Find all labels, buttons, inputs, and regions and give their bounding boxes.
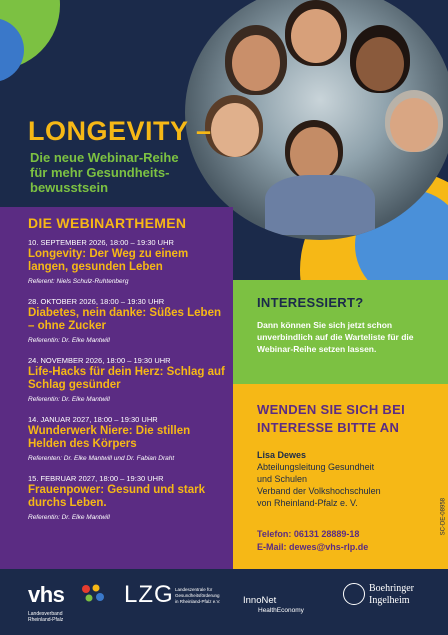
event-item [28, 474, 233, 521]
contact-role-line: und Schulen [257, 474, 308, 484]
boehringer-line: Ingelheim [369, 595, 410, 606]
person-face [291, 9, 341, 63]
person-face [356, 37, 404, 91]
vhs-logo-icon [80, 583, 106, 605]
subtitle-line: für mehr Gesundheits- [30, 165, 170, 180]
contact-heading-line: INTERESSE BITTE AN [257, 420, 400, 435]
program-heading: DIE WEBINARTHEMEN [28, 215, 187, 231]
vhs-logo-text: vhs [28, 582, 65, 607]
interest-heading: INTERESSIERT? [257, 295, 364, 310]
event-speaker: Referent: Niels Schulz-Ruhtenberg [28, 278, 129, 285]
event-title: Longevity: Der Weg zu einem langen, gesunden Leben [28, 248, 189, 273]
vhs-sub-line: Landesverband [28, 611, 63, 617]
event-item [28, 238, 233, 285]
event-title: Frauenpower: Gesund und stark durchs Leben. [28, 484, 205, 509]
event-date: 14. JANUAR 2027, 18:00 – 19:30 UHR [28, 415, 158, 424]
interest-text: Dann können Sie sich jetzt schon unverbindlich auf die Warteliste für die Webinar-Reihe setzen lassen. [257, 320, 414, 354]
event-date: 15. FEBRUAR 2027, 18:00 – 19:30 UHR [28, 474, 164, 483]
boehringer-logo-icon [343, 583, 365, 605]
subtitle [30, 150, 210, 195]
boehringer-line: Boehringer [369, 583, 414, 594]
event-speaker: Referentin: Dr. Elke Mantwill [28, 514, 110, 521]
contact-role-line: Abteilungsleitung Gesundheit [257, 462, 375, 472]
vhs-sub-line: Rheinland-Pfalz [28, 617, 64, 623]
lzg-logo-subtitle [175, 587, 235, 605]
boehringer-logo-text [369, 583, 414, 607]
person-face [290, 127, 338, 181]
innonet-logo-text: InnoNet [243, 595, 277, 606]
innonet-logo-subtitle: HealthEconomy [258, 607, 304, 614]
event-item [28, 356, 233, 403]
subtitle-line: bewusstsein [30, 180, 109, 195]
contact-email-link[interactable]: E-Mail: dewes@vhs-rlp.de [257, 542, 369, 552]
lzg-sub-line: Landeszentrale für [175, 587, 213, 592]
page-title: LONGEVITY – [28, 116, 212, 146]
event-title: Life-Hacks für dein Herz: Schlag auf Schlag gesünder [28, 366, 225, 391]
event-title: Wunderwerk Niere: Die stillen Helden des Körpers [28, 425, 191, 450]
event-speaker: Referentin: Dr. Elke Mantwill [28, 396, 110, 403]
contact-name: Lisa Dewes [257, 450, 307, 460]
interest-box [233, 280, 448, 384]
event-item [28, 415, 233, 462]
contact-phone[interactable]: Telefon: 06131 28889-18 [257, 529, 360, 539]
lzg-sub-line: Gesundheitsförderung [175, 593, 220, 598]
document-code: SC-DE-08958 [440, 498, 446, 536]
lzg-logo-text: LZG [124, 581, 174, 608]
vhs-logo-subtitle [28, 611, 63, 623]
contact-heading [257, 401, 434, 437]
person-face [232, 35, 280, 91]
contact-role-line: Verband der Volkshochschulen [257, 486, 381, 496]
contact-box [233, 384, 448, 569]
person-face [390, 98, 438, 152]
person-shirt [265, 175, 375, 235]
webinar-program [0, 207, 233, 569]
event-date: 28. OKTOBER 2026, 18:00 – 19:30 UHR [28, 297, 165, 306]
contact-heading-line: WENDEN SIE SICH BEI [257, 402, 405, 417]
event-title: Diabetes, nein danke: Süßes Leben – ohne Zucker [28, 307, 221, 332]
lzg-sub-line: in Rheinland-Pfalz e.V. [175, 599, 221, 604]
event-date: 24. NOVEMBER 2026, 18:00 – 19:30 UHR [28, 356, 171, 365]
event-date: 10. SEPTEMBER 2026, 18:00 – 19:30 UHR [28, 238, 174, 247]
group-photo [185, 0, 448, 240]
event-speaker: Referentin: Dr. Elke Mantwill [28, 337, 110, 344]
footer-logos [0, 569, 448, 635]
event-item [28, 297, 233, 344]
person-face [211, 103, 259, 157]
subtitle-line: Die neue Webinar-Reihe [30, 150, 179, 165]
event-speaker: Referenten: Dr. Elke Mantwill und Dr. Fabian Draht [28, 455, 175, 462]
contact-role-line: von Rheinland-Pfalz e. V. [257, 498, 358, 508]
